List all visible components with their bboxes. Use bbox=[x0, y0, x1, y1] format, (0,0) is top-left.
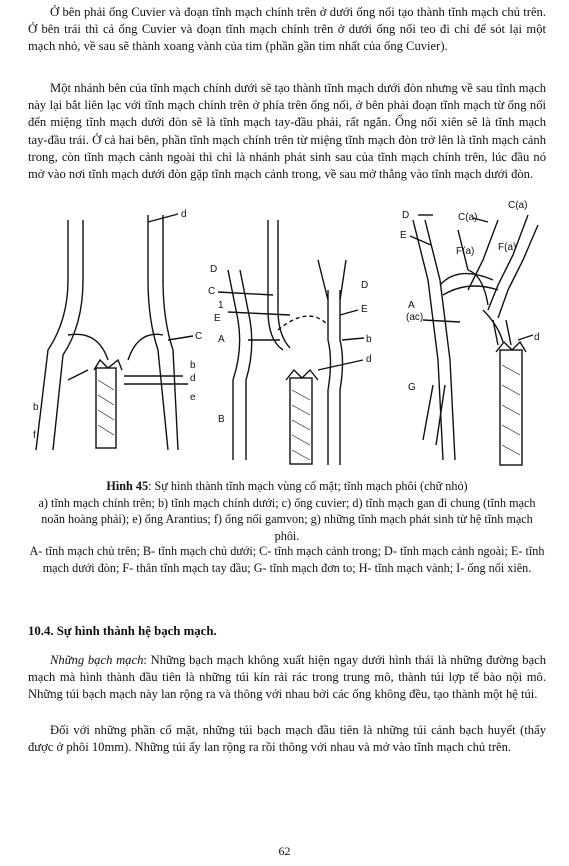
label-mid-b: b bbox=[366, 334, 372, 345]
label-left-b-lower: b bbox=[33, 402, 39, 413]
label-mid-1: 1 bbox=[218, 300, 224, 311]
label-right-d: d bbox=[534, 332, 540, 343]
label-right-Fa-2: F(a) bbox=[498, 242, 517, 253]
label-mid-C: C bbox=[208, 286, 216, 297]
label-left-d-top: d bbox=[181, 209, 187, 220]
vein-diagram bbox=[28, 200, 546, 476]
label-mid-E: E bbox=[214, 313, 221, 324]
label-mid-D-right: D bbox=[361, 280, 369, 291]
label-left-e: e bbox=[190, 392, 196, 403]
caption-small-letters: a) tĩnh mạch chính trên; b) tĩnh mạch chính dưới; c) ống cuvier; d) tĩnh mạch gan đi chung (tĩnh mạch noãn hoàng phải); e) ống Arantius; f) ống nối gamvon; g) những tĩnh mạch phát sinh từ hệ tĩnh mạch phôi. bbox=[38, 495, 536, 543]
paragraph-3-italic-lead: Những bạch mạch bbox=[50, 653, 144, 667]
label-right-Ca-top: C(a) bbox=[508, 200, 528, 211]
figure-45-illustration bbox=[28, 200, 546, 476]
left-vein-left bbox=[36, 220, 68, 450]
paragraph-3 bbox=[28, 652, 546, 704]
label-right-G: G bbox=[408, 382, 416, 393]
label-mid-d: d bbox=[366, 354, 372, 365]
paragraph-2: Một nhánh bên của tĩnh mạch chính dưới sẽ tạo thành tĩnh mạch dưới đòn nhưng về sau tĩnh mạch này lại bắt liên lạc với tĩnh mạch chính trên ở phía trên ống nối, ở bên phải đoạn tĩnh mạch từ ống nối đến miệng tĩnh mạch dưới đòn sẽ là tĩnh mạch tay-đầu phải, rất ngắn. Ống nối xiên sẽ là tĩnh mạch tay-đầu trái. Ở cả hai bên, phần tĩnh mạch chính trên từ miệng tĩnh mạch đòn trở lên là tĩnh mạch cảnh trong, còn tĩnh mạch cảnh ngoài thì chỉ là nhánh phát sinh sau của tĩnh mạch chính trên, lúc đầu nó mở vào nơi tĩnh mạch dưới đòn gặp tĩnh mạch cảnh trong, về sau mở thẳng vào tĩnh mạch dưới đòn. bbox=[28, 81, 546, 182]
page-number: 62 bbox=[278, 844, 291, 858]
label-right-A: A bbox=[408, 300, 415, 311]
label-left-d: d bbox=[190, 373, 196, 384]
figure-caption bbox=[28, 478, 546, 544]
section-heading: 10.4. Sự hình thành hệ bạch mạch. bbox=[28, 624, 217, 638]
label-mid-B: B bbox=[218, 414, 225, 425]
label-right-D: D bbox=[402, 210, 410, 221]
figure-title: : Sự hình thành tĩnh mạch vùng cổ mặt; tĩnh mạch phôi (chữ nhỏ) bbox=[148, 479, 468, 493]
paragraph-1: Ở bên phải ống Cuvier và đoạn tĩnh mạch chính trên ở dưới ống nối tạo thành tĩnh mạch chủ trên. Ở bên trái thì cả ống Cuvier và đoạn tĩnh mạch chính trên ở dưới ống nối teo đi chỉ để sót lại một mạch nhỏ, về sau sẽ thành xoang vành của tim (phần gần tim nhất của ống Cuvier). bbox=[28, 5, 546, 54]
label-mid-D: D bbox=[210, 264, 218, 275]
paragraph-3-text: : Những bạch mạch không xuất hiện ngay dưới hình thái là những đường bạch mạch mà hình thành đầu tiên là những túi kín rải rác trong trung mô, thành túi lợp tế bào nội mô. Những túi bạch mạch này lan rộng ra và thông với nhau bởi các ống không đều, tạo thành một hệ túi. bbox=[28, 653, 546, 702]
label-right-E: E bbox=[400, 230, 407, 241]
label-left-f: f bbox=[33, 430, 36, 441]
label-mid-A: A bbox=[218, 334, 225, 345]
label-mid-E-right: E bbox=[361, 304, 368, 315]
figure-label: Hình 45 bbox=[106, 479, 149, 493]
label-right-ac: (ac) bbox=[406, 312, 424, 323]
label-left-C: C bbox=[195, 331, 203, 342]
label-right-Fa: F(a) bbox=[456, 246, 475, 257]
caption-capital-letters: A- tĩnh mạch chủ trên; B- tĩnh mạch chủ dưới; C- tĩnh mạch cảnh trong; D- tĩnh mạch cảnh ngoài; E- tĩnh mạch dưới đòn; F- thân tĩnh mạch tay đầu; G- tĩnh mạch đơn to; H- tĩnh mạch vành; I- ống nối xiên. bbox=[29, 544, 545, 575]
label-right-Ca: C(a) bbox=[458, 212, 478, 223]
paragraph-4: Đối với những phần cổ mặt, những túi bạch mạch đầu tiên là những túi cảnh bạch huyết (thấy được ở phôi 10mm). Những túi ấy lan rộng ra rồi thông với nhau và mở vào tĩnh mạch chủ trên. bbox=[28, 723, 546, 755]
label-left-b: b bbox=[190, 360, 196, 371]
